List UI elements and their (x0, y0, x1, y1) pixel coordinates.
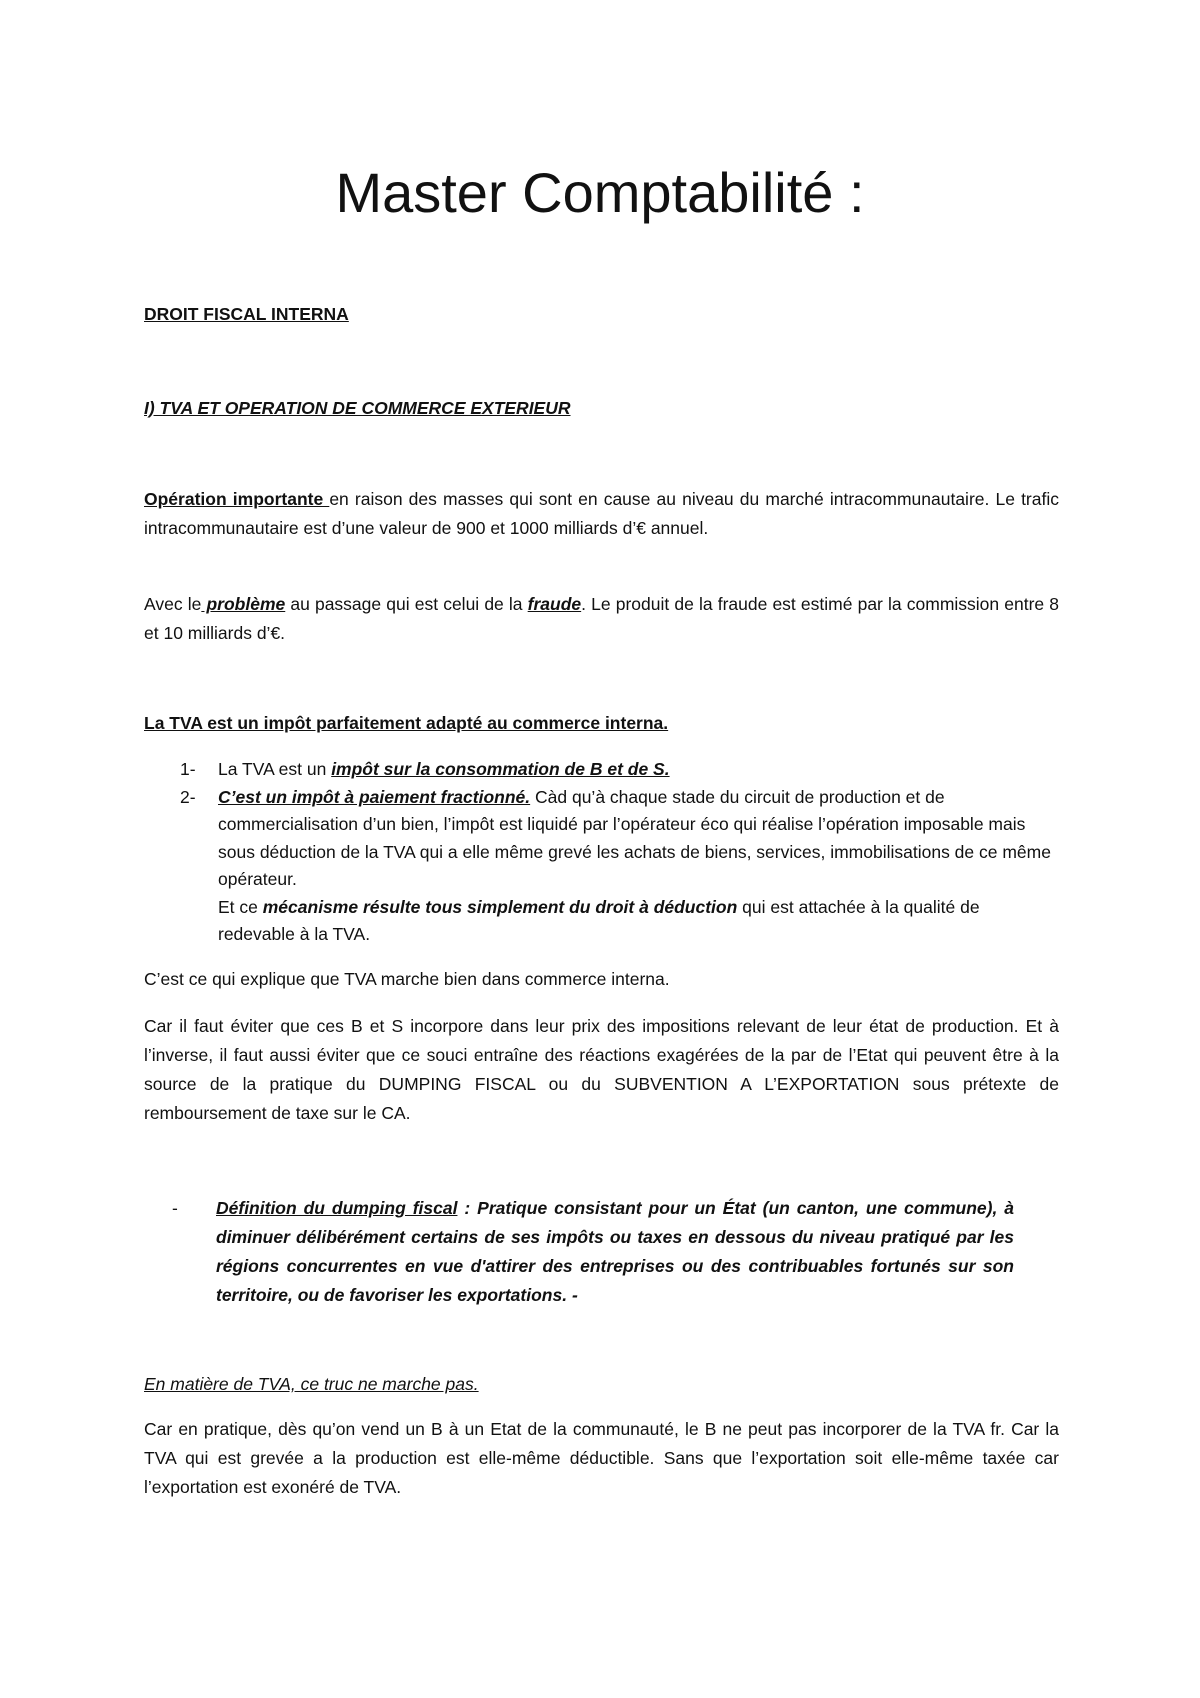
paragraph-dumping: Car il faut éviter que ces B et S incorpore dans leur prix des impositions relevant de leur état de production. Et à l’inverse, il faut aussi éviter que ce souci entraîne des réactions exagérées de la par de l’Etat qui peuvent être à la source de la pratique du DUMPING FISCAL ou du SUBVENTION A L’EXPORTATION sous prétexte de remboursement de taxe sur le CA. (144, 1016, 1059, 1123)
fraud-text-2: au passage qui est celui de la (285, 594, 528, 614)
list-item (144, 784, 1059, 949)
list-text: qui est attachée à la qualité de redevable à la TVA. (218, 896, 980, 944)
definition-dash: - (172, 1198, 178, 1218)
list-text: Càd qu’à chaque stade du circuit de production et de commercialisation d’un bien, l’impôt est liquidé par l’opérateur éco qui réalise l’opération imposable mais sous déduction de la TVA qui a elle même grevé les achats de biens, services, immobilisations de ce même opérateur. (218, 786, 1051, 889)
definition-label: Définition du dumping fiscal (216, 1198, 458, 1218)
fraud-text-3: . Le produit de la fraude est estimé par la commission entre 8 et 10 milliards d’€. (144, 594, 1060, 643)
fraud-text-1: Avec le (144, 594, 202, 614)
tva-list (144, 756, 1059, 949)
list-number: 1- (180, 759, 196, 779)
fraud-term: fraude (527, 594, 582, 614)
list-number: 2- (180, 786, 196, 807)
list-emphasis-2: mécanisme résulte tous simplement du droit à déduction (262, 896, 738, 917)
list-text: Et ce (218, 896, 263, 917)
problem-term: problème (201, 594, 286, 614)
definition-text: Pratique consistant pour un État (un canton, une commune), à diminuer délibérément certains de ses impôts ou taxes en dessous du niveau pratiqué par les régions concurrentes en vue d'attirer des entreprises ou des contribuables fortunés sur son territoire, ou de favoriser les exportations. - (216, 1198, 1014, 1305)
paragraph-practice: Car en pratique, dès qu’on vend un B à un Etat de la communauté, le B ne peut pas incorporer de la TVA fr. Car la TVA qui est grevée a la production est elle-même déductible. Sans que l’exportation soit elle-même taxée car l’exportation est exonéré de TVA. (144, 1419, 1059, 1497)
vat-subheading: En matière de TVA, ce truc ne marche pas. (144, 1374, 479, 1394)
section-heading: I) TVA ET OPERATION DE COMMERCE EXTERIEUR (144, 398, 571, 418)
list-emphasis: C’est un impôt à paiement fractionné. (218, 786, 531, 807)
list-text: La TVA est un (218, 759, 332, 779)
tva-heading: La TVA est un impôt parfaitement adapté au commerce interna. (144, 713, 669, 733)
list-emphasis: impôt sur la consommation de B et de S. (331, 759, 670, 779)
operation-label: Opération importante (144, 489, 330, 509)
paragraph-explains: C’est ce qui explique que TVA marche bien dans commerce interna. (144, 969, 670, 989)
page-title: Master Comptabilité : (335, 161, 865, 224)
paragraph-fraud (144, 590, 1059, 648)
subject-heading: DROIT FISCAL INTERNA (144, 304, 349, 324)
definition-item (144, 1194, 1014, 1310)
definition-colon: : (457, 1198, 478, 1218)
operation-text: en raison des masses qui sont en cause au niveau du marché intracommunautaire. Le trafic intracommunautaire est d’une valeur de 900 et 1000 milliards d’€ annuel. (144, 489, 1059, 538)
paragraph-operation (144, 485, 1059, 543)
list-item (144, 756, 1059, 784)
definition-text-block (216, 1194, 1014, 1310)
